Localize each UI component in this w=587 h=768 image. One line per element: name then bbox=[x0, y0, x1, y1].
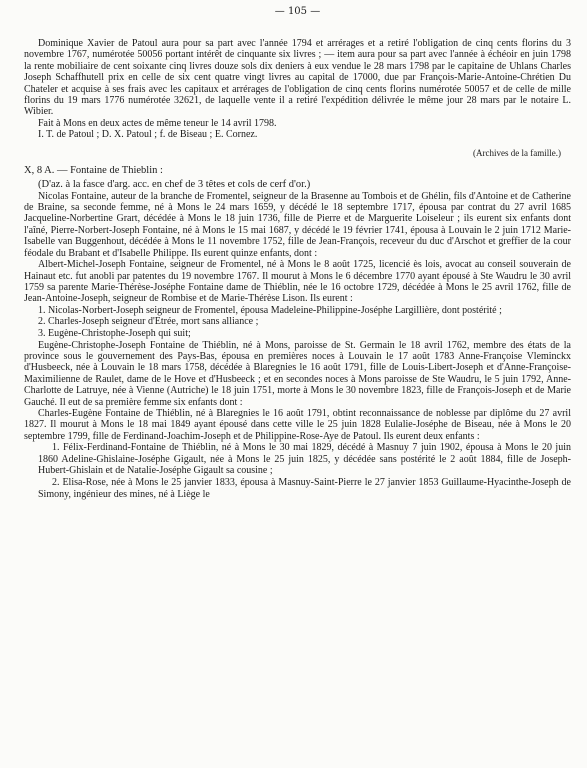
paragraph-albert: Albert-Michel-Joseph Fontaine, seigneur de Fromentel, né à Mons le 8 août 1725, licencié ès lois, avocat au conseil souverain de Hainaut etc. fut anobli par patentes du 19 novembre 1767. Il mourut à Mons le 6 décembre 1770 ayant épousé à Ste Waudru le 30 avril 1759 sa parente Marie-Thérèse-Joséphe Fontaine dame de Thiéblin, née le 16 octobre 1729, décédée à Mons le 25 avril 1762, fille de Jean-Antoine-Joseph, seigneur de Rombise et de Marie-Thérèse Lison. Ils eurent : bbox=[24, 259, 571, 305]
list-item: 1. Nicolas-Norbert-Joseph seigneur de Fromentel, épousa Madeleine-Philippine-Joséphe Largillière, dont postérité ; bbox=[38, 304, 502, 316]
list-item: 2. Charles-Joseph seigneur d'Etrée, mort sans alliance ; bbox=[38, 316, 259, 328]
paragraph-nicolas: Nicolas Fontaine, auteur de la branche de Fromentel, seigneur de la Brasenne au Tombois et de Ghélin, fils d'Antoine et de Catherine de Braine, sa seconde femme, né à Mons le 24 mars 1659, y décédé le 18 septembre 1717, épousa par contrat du 27 avril 1685 Jacqueline-Norbertine Grart, décédée à Mons le 18 juin 1736, fille de Pierre et de Marguerite Loiseleur ; ils eurent six enfants dont l'aîné, Pierre-Norbert-Joseph Fontaine, né à Mons le 15 mai 1687, y décédé le 19 février 1741, épousa à Louvain le 2 juin 1712 Marie-Isabelle van Buggenhout, décédée à Mons le 11 novembre 1752, fille de Jean-François, receveur du duc d'Arschot et greffier de la cour féodale du Brabant et d'Isabelle Philippe. Ils eurent quinze enfants, dont : bbox=[24, 190, 571, 259]
intro-paragraph: Dominique Xavier de Patoul aura pour sa part avec l'année 1794 et arrérages et a retiré l'obligation de cinq cents florins du 3 novembre 1767, numérotée 50056 portant intérêt de cinquante six livres ; — item aura pour sa part avec l'année à échéoir en juin 1798 la rente mobiliaire de cent soixante cinq livres douze sols dix deniers à eux vendue le 28 mars 1798 par le capitaine de Uhlans Charles Joseph Schaffhutell prix en celle de six cent quatre vingt livres au capital de 17000, due par François-Marie-Antoine-Chrétien Du Chateler et acquise à ses frais avec les capitaux et arrérages de l'obligation de cinq cents florins numérotée 50057 et de celle de mille florins du 19 mars 1776 numérotée 32621, de laquelle vente il a retiré l'expédition délivrée le même jour 28 mars par le notaire L. Wibier. bbox=[24, 38, 571, 118]
paragraph-eugene: Eugène-Christophe-Joseph Fontaine de Thiéblin, né à Mons, paroisse de St. Germain le 18 avril 1762, membre des états de la province sous le gouvernement des Pays-Bas, épousa en premières noces à Louvain le 17 août 1783 Anne-Françoise Vleminckx d'Husbeeck, née à Louvain le 18 mars 1758, décédée à Blaregnies le 16 août 1791, fille de Louis-Libert-Joseph et d'Anne-Françoise-Maximilienne de Raulet, dame de le Hove et d'Husbeeck ; et en secondes noces à Mons paroisse de Ste Waudru, le 5 juin 1792, Anne-Charlotte de Latruye, née à Vienne (Autriche) le 18 juin 1751, morte à Mons le 30 novembre 1823, fille de François-Joseph et de Marie Gauché. Il eut de sa première femme six enfants dont : bbox=[24, 339, 571, 408]
coat-of-arms-description: (D'az. à la fasce d'arg. acc. en chef de 3 têtes et cols de cerf d'or.) bbox=[38, 178, 311, 190]
section-heading: X, 8 A. — Fontaine de Thieblin : bbox=[24, 164, 163, 176]
list-item: 1. Félix-Ferdinand-Fontaine de Thiéblin, né à Mons le 30 mai 1829, décédé à Masnuy 7 juin 1902, épousa à Mons le 20 juin 1860 Adeline-Ghislaine-Joséphe Gigault, née à Mons le 25 juin 1825, y décédée sans postérité le 2 août 1884, fille de Joseph-Hubert-Ghislain et de Natalie-Joséphe Gigault sa cousine ; bbox=[38, 442, 571, 477]
list-item: 3. Eugène-Christophe-Joseph qui suit; bbox=[38, 327, 191, 339]
page-number: — 105 — bbox=[274, 6, 321, 17]
signatures-line: I. T. de Patoul ; D. X. Patoul ; f. de Biseau ; E. Cornez. bbox=[38, 129, 258, 141]
fait-line: Fait à Mons en deux actes de même teneur le 14 avril 1798. bbox=[38, 117, 277, 129]
list-item: 2. Elisa-Rose, née à Mons le 25 janvier 1833, épousa à Masnuy-Saint-Pierre le 27 janvier 1853 Guillaume-Hyacinthe-Joseph de Simony, ingénieur des mines, né à Liège le bbox=[38, 476, 571, 500]
source-note: (Archives de la famille.) bbox=[473, 147, 561, 158]
paragraph-charles-eugene: Charles-Eugène Fontaine de Thiéblin, né à Blaregnies le 16 août 1791, obtint reconnaissance de noblesse par diplôme du 27 avril 1827. Il mourut à Mons le 18 mai 1849 ayant épousé dans cette ville le 25 juin 1828 Eulalie-Joséphe de Biseau, née à Mons le 20 septembre 1799, fille de Ferdinand-Joachim-Joseph et de Philippine-Rose-Aye de Patoul. Ils eurent deux enfants : bbox=[24, 407, 571, 442]
